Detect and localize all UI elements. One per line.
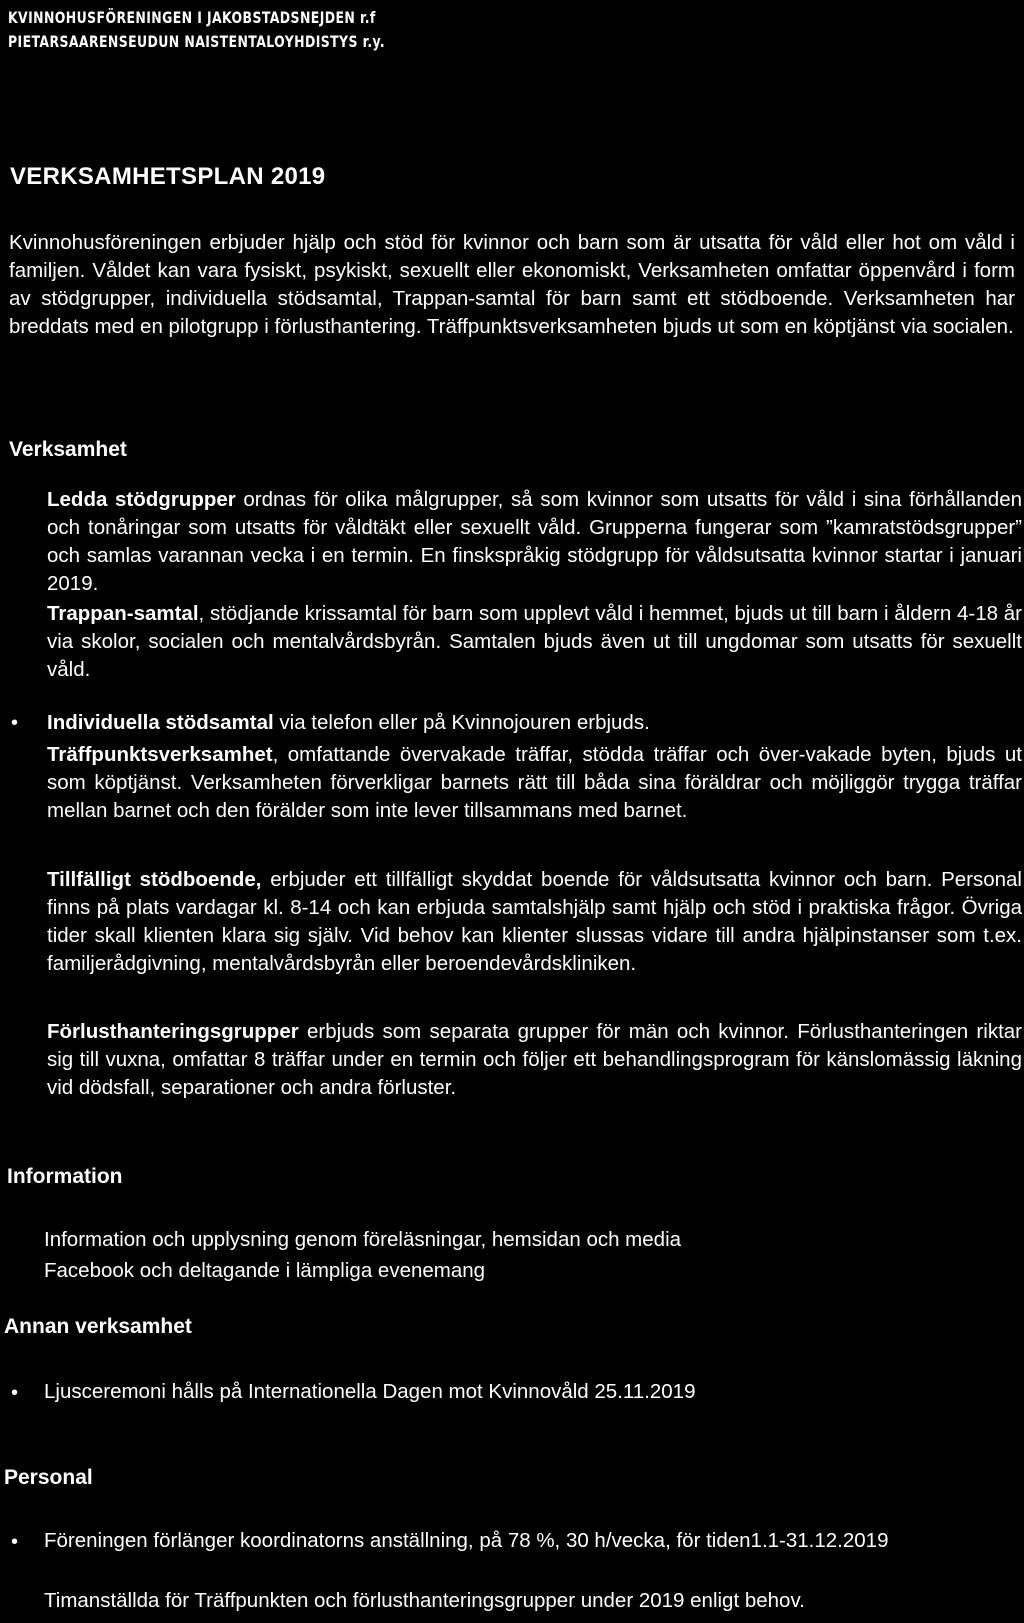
activity-item-title: Tillfälligt stödboende, — [47, 868, 262, 891]
personal-item-2: Timanställda för Träffpunkten och förlusthanteringsgrupper under 2019 enligt behov. — [44, 1589, 805, 1612]
letterhead-line-2: PIETARSAARENSEUDUN NAISTENTALOYHDISTYS r.y. — [8, 32, 386, 51]
section-heading-verksamhet: Verksamhet — [9, 438, 127, 461]
letterhead-line-1: KVINNOHUSFÖRENINGEN I JAKOBSTADSNEJDEN r.f — [8, 8, 376, 27]
document-title: VERKSAMHETSPLAN 2019 — [10, 163, 326, 190]
activity-item-traffpunkt — [47, 741, 1022, 825]
intro-paragraph: Kvinnohusföreningen erbjuder hjälp och stöd för kvinnor och barn som är utsatta för våld eller hot om våld i familjen. Våldet kan vara fysiskt, psykiskt, sexuellt eller ekonomiskt, Verksamheten omfattar öppenvård i form av stödgrupper, individuella stödsamtal, Trappan-samtal för barn samt ett stödboende. Verksamheten har breddats med en pilotgrupp i förlusthantering. Träffpunktsverksamheten bjuds ut som en köptjänst via socialen. — [9, 231, 1015, 338]
activity-item-text: ordnas för olika målgrupper, så som kvinnor som utsatts för våld i sina förhållanden och tonåringar som utsatts för våldtäkt eller sexuellt våld. Grupperna fungerar som ”kamratstödsgrupper” och samlas varannan vecka i en termin. En finskspråkig stödgrupp för våldsutsatta kvinnor startar i januari 2019. — [47, 488, 1022, 595]
activity-item-text: erbjuder ett tillfälligt skyddat boende för våldsutsatta kvinnor och barn. Personal finns på plats vardagar kl. 8-14 och kan erbjuda samtalshjälp samt hjälp och stöd i praktiska frågor. Övriga tider skall klienten klara sig själv. Vid behov kan klienter slussas vidare till andra hjälpinstanser som t.ex. familjerådgivning, mentalvårdsbyrån eller beroendevårdskliniken. — [47, 868, 1022, 975]
activity-item-stodgrupper — [47, 486, 1022, 598]
activity-item-stodboende — [47, 866, 1022, 978]
section-heading-annan-verksamhet: Annan verksamhet — [4, 1315, 192, 1338]
activity-item-title: Trappan-samtal — [47, 602, 199, 625]
activity-item-title: Individuella stödsamtal — [47, 711, 274, 734]
activity-item-title: Förlusthanteringsgrupper — [47, 1020, 299, 1043]
activity-item-text: via telefon eller på Kvinnojouren erbjuds. — [273, 711, 650, 734]
activity-item-forlusthantering — [47, 1018, 1022, 1102]
activity-item-stodsamtal — [47, 709, 1022, 737]
bullet-icon: • — [11, 1531, 19, 1553]
section-heading-information: Information — [7, 1165, 123, 1188]
annan-item: Ljusceremoni hålls på Internationella Dagen mot Kvinnovåld 25.11.2019 — [44, 1380, 696, 1403]
personal-item-1: Föreningen förlänger koordinatorns anställning, på 78 %, 30 h/vecka, för tiden1.1-31.12.2019 — [44, 1529, 889, 1552]
activity-item-text: , stödjande krissamtal för barn som upplevt våld i hemmet, bjuds ut till barn i åldern 4-18 år via skolor, socialen och mentalvårdsbyrån. Samtalen bjuds även ut till ungdomar som utsatts för sexuellt våld. — [47, 602, 1022, 681]
letterhead — [8, 6, 385, 54]
activity-item-text: , omfattande övervakade träffar, stödda träffar och över-vakade byten, bjuds ut som köptjänst. Verksamheten förverkligar barnets rätt till båda sina föräldrar och möjliggör trygga träffar mellan barnet och den förälder som inte lever tillsammans med barnet. — [47, 743, 1022, 822]
section-heading-personal: Personal — [4, 1466, 93, 1489]
bullet-icon: • — [11, 1382, 19, 1404]
information-line-1: Information och upplysning genom föreläsningar, hemsidan och media — [44, 1228, 682, 1251]
information-line-2: Facebook och deltagande i lämpliga evenemang — [44, 1259, 486, 1282]
activity-item-title: Träffpunktsverksamhet — [47, 743, 273, 766]
activity-item-text: erbjuds som separata grupper för män och kvinnor. Förlusthanteringen riktar sig till vuxna, omfattar 8 träffar under en termin och följer ett behandlingsprogram för känslomässig läkning vid dödsfall, separationer och andra förluster. — [47, 1020, 1022, 1099]
bullet-icon: • — [11, 712, 19, 734]
activity-item-title: Ledda stödgrupper — [47, 488, 236, 511]
activity-item-trappan — [47, 600, 1022, 684]
